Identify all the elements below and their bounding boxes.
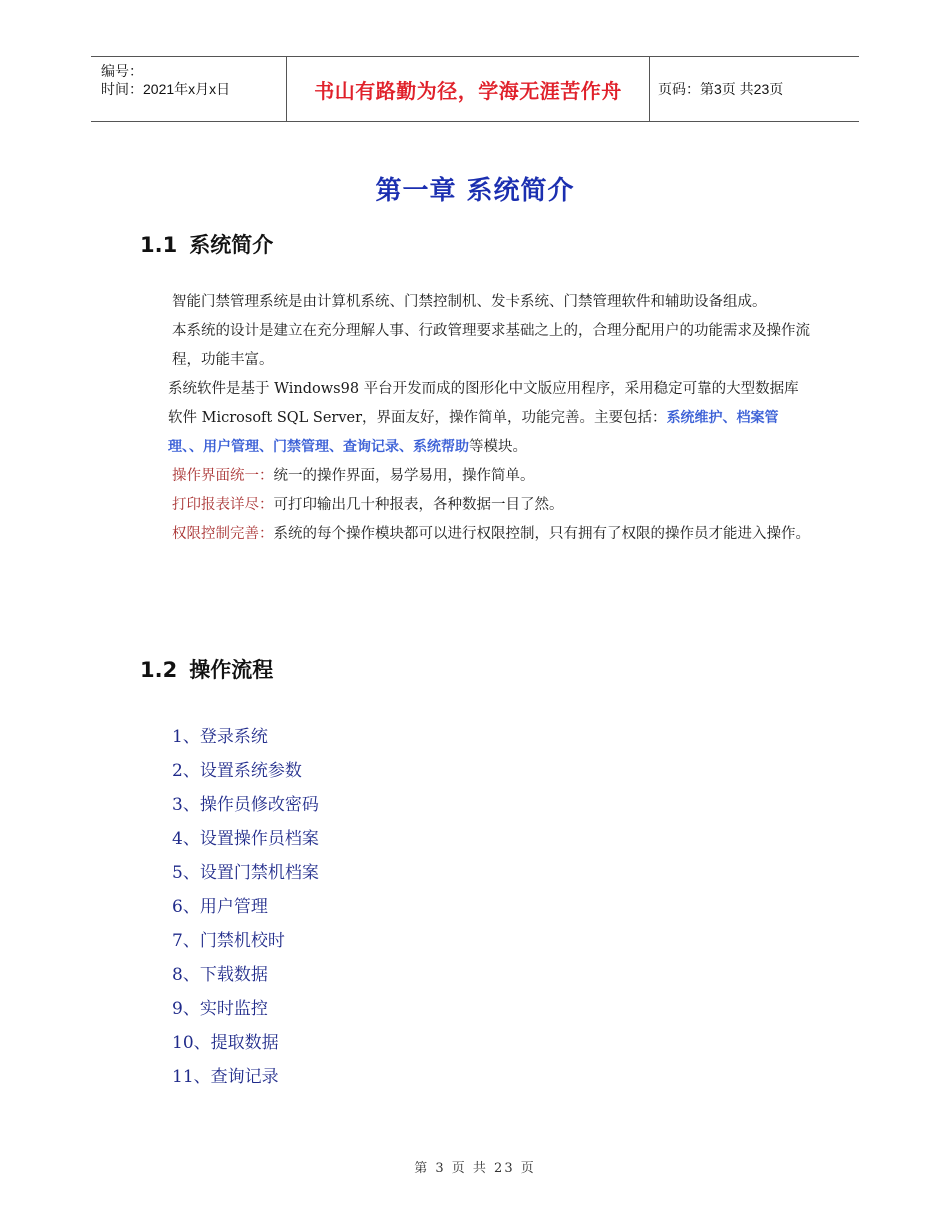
list-item: 8、下载数据	[172, 965, 268, 985]
feature-2	[140, 491, 812, 520]
list-item: 3、操作员修改密码	[172, 795, 319, 815]
list-item: 10、提取数据	[172, 1033, 279, 1053]
list-item: 1、登录系统	[172, 727, 268, 747]
page-footer: 第 3 页 共 23 页	[414, 1161, 536, 1176]
list-item: 7、门禁机校时	[172, 931, 285, 951]
section-1-heading	[140, 229, 273, 259]
paragraph-2: 本系统的设计是建立在充分理解人事、行政管理要求基础之上的，合理分配用户的功能需求及操作流程，功能丰富。	[172, 323, 810, 368]
section-1-body	[140, 288, 812, 549]
header-motto: 书山有路勤为径，学海无涯苦作舟	[287, 57, 650, 121]
operation-steps-list	[172, 720, 319, 1094]
time-label: 时间：2021年x月x日	[101, 81, 231, 97]
section-2-title: 操作流程	[189, 658, 274, 682]
feature-2-label: 打印报表详尽：	[172, 497, 274, 513]
number-label: 编号：	[101, 63, 143, 79]
paragraph-3	[140, 375, 812, 462]
section-1-number: 1.1	[140, 233, 178, 257]
list-item: 9、实时监控	[172, 999, 268, 1019]
paragraph-3-text: 系统软件是基于 Windows98 平台开发而成的图形化中文版应用程序，采用稳定可靠的大型数据库软件 Microsoft SQL Server，界面友好，操作简单，功能完善。主要包括：	[168, 381, 799, 426]
paragraph-3-end: 等模块。	[469, 439, 527, 455]
list-item: 2、设置系统参数	[172, 761, 302, 781]
module-list: 系统维护、档案管理、、用户管理、门禁管理、查询记录、系统帮助	[168, 410, 779, 455]
feature-3-text: 系统的每个操作模块都可以进行权限控制，只有拥有了权限的操作员才能进入操作。	[273, 526, 810, 542]
chapter-title: 第一章 系统简介	[375, 176, 575, 206]
feature-1-text: 统一的操作界面，易学易用，操作简单。	[273, 468, 535, 484]
list-item: 5、设置门禁机档案	[172, 863, 319, 883]
section-1-title: 系统简介	[189, 233, 274, 257]
paragraph-1: 智能门禁管理系统是由计算机系统、门禁控制机、发卡系统、门禁管理软件和辅助设备组成。	[172, 294, 767, 310]
feature-2-text: 可打印输出几十种报表，各种数据一目了然。	[273, 497, 564, 513]
header-meta-cell	[91, 57, 287, 121]
feature-3-label: 权限控制完善：	[172, 526, 274, 542]
feature-1	[140, 462, 812, 491]
section-2-number: 1.2	[140, 658, 178, 682]
document-header	[91, 56, 859, 122]
feature-1-label: 操作界面统一：	[172, 468, 274, 484]
list-item: 4、设置操作员档案	[172, 829, 319, 849]
list-item: 11、查询记录	[172, 1067, 279, 1087]
list-item: 6、用户管理	[172, 897, 268, 917]
header-page-info: 页码：第3页 共23页	[658, 81, 784, 97]
feature-3	[140, 520, 812, 549]
section-2-heading	[140, 654, 273, 684]
